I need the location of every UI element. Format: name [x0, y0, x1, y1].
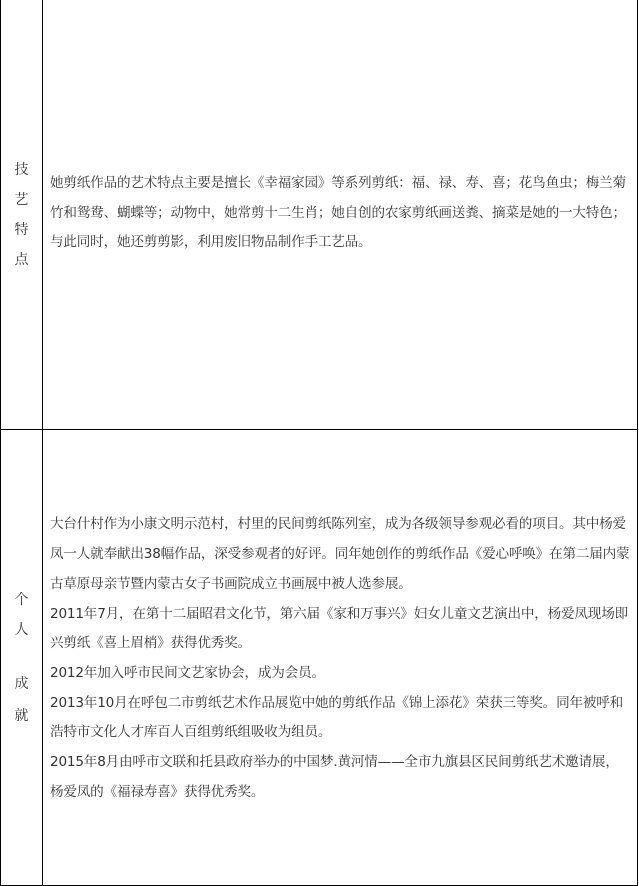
achievements-row	[1, 430, 638, 886]
skills-label	[1, 163, 42, 267]
achievement-paragraph: 2015年8月由呼市文联和托县政府举办的中国梦.黄河情——全市九旗县区民间剪纸艺术邀请展，杨爱凤的《福禄寿喜》获得优秀奖。	[50, 754, 619, 800]
achievements-label	[1, 593, 42, 723]
achievements-label-char: 成	[14, 675, 29, 692]
skills-label-char: 点	[14, 251, 29, 268]
achievement-paragraph: 2011年7月，在第十二届昭君文化节，第六届《家和万事兴》妇女儿童文艺演出中，杨爱凤现场即兴剪纸《喜上眉梢》获得优秀奖。	[50, 605, 628, 652]
skills-row	[1, 0, 638, 430]
achievement-paragraph: 大台什村作为小康文明示范村，村里的民间剪纸陈列室，成为各级领导参观必看的项目。其中杨爱凤一人就奉献出38幅作品，深受参观者的好评。同年她创作的剪纸作品《爱心呼唤》在第二届内蒙古草原母亲节暨内蒙古女子书画院成立书画展中被人选参展。	[50, 516, 630, 592]
achievements-content-cell	[43, 430, 638, 886]
achievement-paragraph: 2013年10月在呼包二市剪纸艺术作品展览中她的剪纸作品《锦上添花》荣获三等奖。同年被呼和浩特市文化人才库百人百组剪纸组吸收为组员。	[50, 694, 624, 741]
skills-label-cell	[1, 0, 43, 430]
skills-label-char: 技	[14, 161, 29, 178]
skills-label-char: 特	[14, 221, 29, 238]
skills-label-char: 艺	[14, 191, 29, 208]
achievement-paragraph: 2012年加入呼市民间文艺家协会，成为会员。	[50, 665, 325, 681]
achievements-label-char: 人	[14, 621, 29, 638]
achievements-label-char: 就	[14, 707, 29, 724]
skills-content-cell	[43, 0, 638, 430]
achievements-label-cell	[1, 430, 43, 886]
achievements-label-char: 个	[14, 591, 29, 608]
skills-description: 她剪纸作品的艺术特点主要是擅长《幸福家园》等系列剪纸：福、禄、寿、喜；花鸟鱼虫；梅兰菊竹和鸳鸯、蝴蝶等；动物中，她常剪十二生肖；她自创的农家剪纸画送粪、摘菜是她的一大特色；与此同时，她还剪剪影，利用废旧物品制作手工艺品。	[50, 174, 626, 251]
